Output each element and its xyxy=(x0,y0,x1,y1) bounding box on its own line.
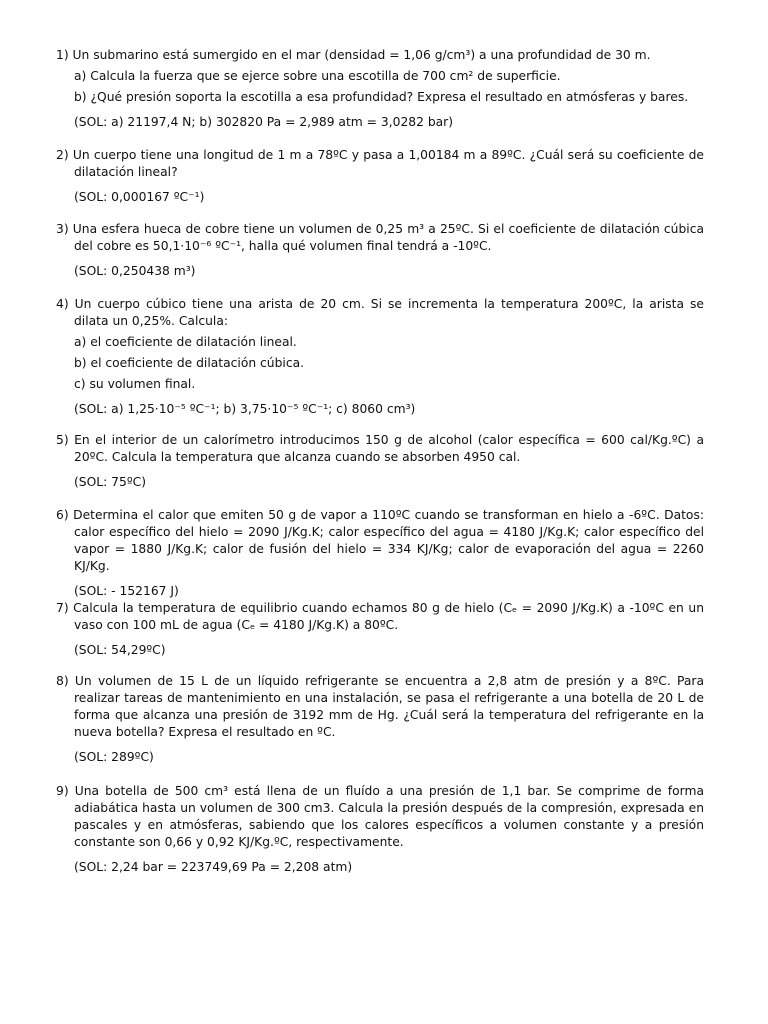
problem-8 xyxy=(56,673,704,766)
problem-solution: (SOL: 289ºC) xyxy=(74,750,154,764)
problem-item: a) el coeficiente de dilatación lineal. xyxy=(74,335,297,349)
problem-solution: (SOL: - 152167 J) xyxy=(74,584,179,598)
problem-statement: 1) Un submarino está sumergido en el mar (densidad = 1,06 g/cm³) a una profundidad de 30 m. xyxy=(56,48,651,62)
problem-4 xyxy=(56,296,704,418)
problem-1 xyxy=(56,47,704,131)
problem-statement: 6) Determina el calor que emiten 50 g de vapor a 110ºC cuando se transforman en hielo a -6ºC. Datos: calor específico del hielo = 2090 J/Kg.K; calor específico del agua = 4180 J/Kg.K; calor específico del vapor = 1880 J/Kg.K; calor de fusión del hielo = 334 KJ/Kg; calor de evaporación del agua = 2260 KJ/Kg. xyxy=(56,508,704,573)
problem-solution: (SOL: 54,29ºC) xyxy=(74,643,166,657)
problem-solution: (SOL: 2,24 bar = 223749,69 Pa = 2,208 atm) xyxy=(74,860,353,874)
problem-statement: 9) Una botella de 500 cm³ está llena de un fluído a una presión de 1,1 bar. Se comprime de forma adiabática hasta un volumen de 300 cm3. Calcula la presión después de la compresión, expresada en pascales y en atmósferas, sabiendo que los calores específicos a volumen constante y a presión constante son 0,66 y 0,92 KJ/Kg.ºC, respectivamente. xyxy=(56,784,704,849)
problem-statement: 3) Una esfera hueca de cobre tiene un volumen de 0,25 m³ a 25ºC. Si el coeficiente de dilatación cúbica del cobre es 50,1·10⁻⁶ ºC⁻¹, halla qué volumen final tendrá a -10ºC. xyxy=(56,222,704,253)
problem-solution: (SOL: a) 21197,4 N; b) 302820 Pa = 2,989 atm = 3,0282 bar) xyxy=(74,115,454,129)
problem-solution: (SOL: 0,000167 ºC⁻¹) xyxy=(74,190,205,204)
problem-solution: (SOL: 75ºC) xyxy=(74,475,147,489)
problem-statement: 4) Un cuerpo cúbico tiene una arista de 20 cm. Si se incrementa la temperatura 200ºC, la arista se dilata un 0,25%. Calcula: xyxy=(56,297,704,328)
problem-solution: (SOL: a) 1,25·10⁻⁵ ºC⁻¹; b) 3,75·10⁻⁵ ºC⁻¹; c) 8060 cm³) xyxy=(74,402,416,416)
problem-6 xyxy=(56,507,704,600)
problem-item: b) el coeficiente de dilatación cúbica. xyxy=(74,356,305,370)
problem-2 xyxy=(56,147,704,206)
problem-statement: 8) Un volumen de 15 L de un líquido refrigerante se encuentra a 2,8 atm de presión y a 8ºC. Para realizar tareas de mantenimiento en una instalación, se pasa el refrigerante a una botella de 20 L de forma que alcanza una presión de 3192 mm de Hg. ¿Cuál será la temperatura del refrigerante en la nueva botella? Expresa el resultado en ºC. xyxy=(56,674,704,739)
problem-9 xyxy=(56,783,704,876)
problem-3 xyxy=(56,221,704,280)
problem-statement: 2) Un cuerpo tiene una longitud de 1 m a 78ºC y pasa a 1,00184 m a 89ºC. ¿Cuál será su coeficiente de dilatación lineal? xyxy=(56,148,704,179)
problem-5 xyxy=(56,432,704,491)
problem-solution: (SOL: 0,250438 m³) xyxy=(74,264,196,278)
problem-statement: 7) Calcula la temperatura de equilibrio cuando echamos 80 g de hielo (Cₑ = 2090 J/Kg.K) a -10ºC en un vaso con 100 mL de agua (Cₑ = 4180 J/Kg.K) a 80ºC. xyxy=(56,601,704,632)
problem-item: a) Calcula la fuerza que se ejerce sobre una escotilla de 700 cm² de superficie. xyxy=(74,69,561,83)
problem-item: c) su volumen final. xyxy=(74,377,196,391)
problem-item: b) ¿Qué presión soporta la escotilla a esa profundidad? Expresa el resultado en atmósferas y bares. xyxy=(74,90,689,104)
problem-7 xyxy=(56,600,704,659)
problem-statement: 5) En el interior de un calorímetro introducimos 150 g de alcohol (calor específica = 600 cal/Kg.ºC) a 20ºC. Calcula la temperatura que alcanza cuando se absorben 4950 cal. xyxy=(56,433,704,464)
